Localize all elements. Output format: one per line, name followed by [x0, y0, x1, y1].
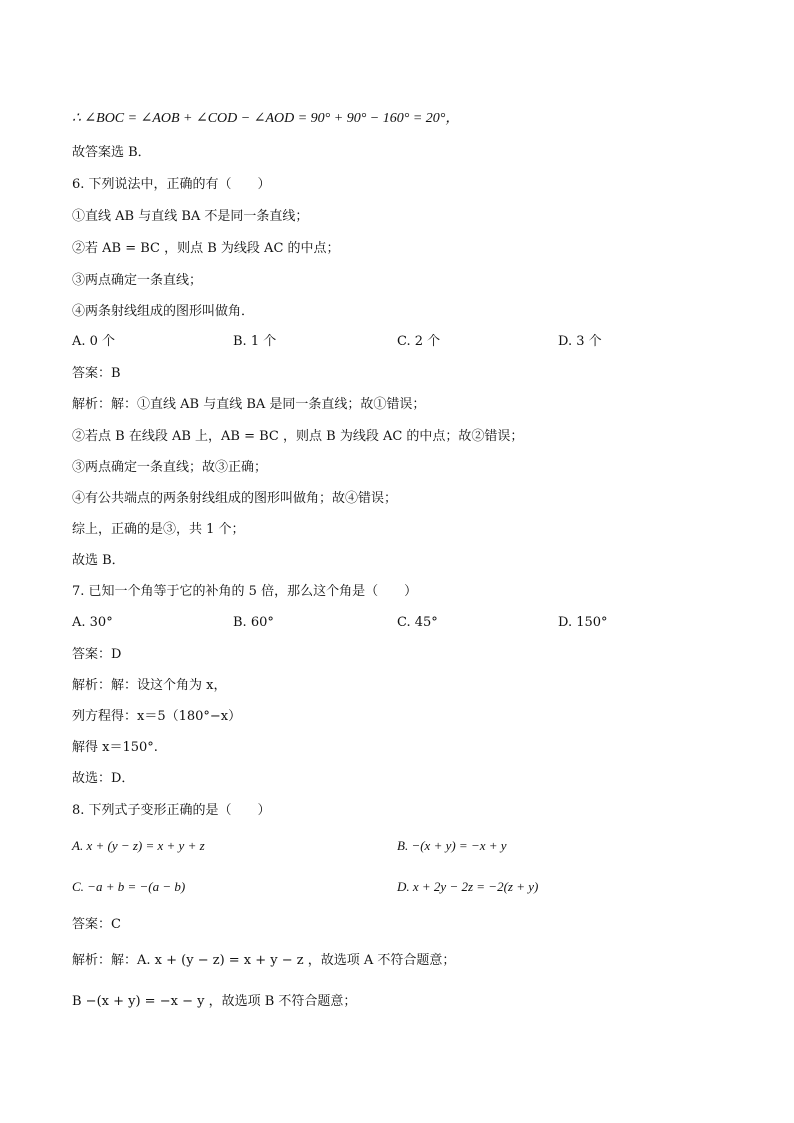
- q6-explain-2: ②若点 B 在线段 AB 上，AB = BC ，则点 B 为线段 AC 的中点；故②错误；: [72, 429, 524, 444]
- q6-option-d: D. 3 个: [558, 334, 602, 349]
- q7-option-c: C. 45°: [397, 615, 438, 630]
- q7-answer: 答案：D: [72, 647, 122, 662]
- q6-statement-2: ②若 AB = BC ，则点 B 为线段 AC 的中点；: [72, 241, 340, 256]
- q8-option-c: C. −a + b = −(a − b): [72, 879, 186, 894]
- q7-explain-1: 解析：解：设这个角为 x，: [72, 678, 227, 693]
- q6-option-c: C. 2 个: [397, 334, 441, 349]
- q6-explain-3: ③两点确定一条直线；故③正确；: [72, 460, 268, 475]
- q6-explain-1: 解析：解：①直线 AB 与直线 BA 是同一条直线；故①错误；: [72, 397, 426, 412]
- q6-explain-6: 故选 B．: [72, 553, 125, 568]
- angle-equation-line: ∴ ∠BOC = ∠AOB + ∠COD − ∠AOD = 90° + 90° − 160° = 20°，: [72, 111, 460, 126]
- question-8: 8. 下列式子变形正确的是（ ）: [72, 803, 271, 818]
- q6-statement-3: ③两点确定一条直线；: [72, 273, 203, 288]
- q7-option-a: A. 30°: [72, 615, 113, 630]
- question-6: 6. 下列说法中，正确的有（ ）: [72, 177, 271, 192]
- q6-statement-4: ④两条射线组成的图形叫做角．: [72, 304, 255, 319]
- q8-explain-1: 解析：解：A. x + (y − z) = x + y − z ，故选项 A 不符合题意；: [72, 953, 456, 968]
- q6-statement-1: ①直线 AB 与直线 BA 不是同一条直线；: [72, 209, 309, 224]
- q8-explain-2: B −(x + y) = −x − y ，故选项 B 不符合题意；: [72, 994, 357, 1009]
- q7-explain-2: 列方程得：x＝5（180°−x）: [72, 709, 242, 724]
- conclusion-line: 故答案选 B．: [72, 145, 151, 160]
- q7-explain-4: 故选：D．: [72, 771, 135, 786]
- q8-option-d: D. x + 2y − 2z = −2(z + y): [397, 879, 539, 894]
- q7-option-b: B. 60°: [233, 615, 274, 630]
- q7-option-d: D. 150°: [558, 615, 608, 630]
- q8-option-b: B. −(x + y) = −x + y: [397, 838, 507, 853]
- q7-explain-3: 解得 x＝150°.: [72, 740, 158, 755]
- q8-answer: 答案：C: [72, 917, 121, 932]
- q6-explain-4: ④有公共端点的两条射线组成的图形叫做角；故④错误；: [72, 491, 398, 506]
- q6-explain-5: 综上，正确的是③，共 1 个；: [72, 522, 245, 537]
- q6-answer: 答案：B: [72, 366, 121, 381]
- question-7: 7. 已知一个角等于它的补角的 5 倍，那么这个角是（ ）: [72, 584, 418, 599]
- q6-option-b: B. 1 个: [233, 334, 277, 349]
- q6-option-a: A. 0 个: [72, 334, 116, 349]
- q8-option-a: A. x + (y − z) = x + y + z: [72, 838, 205, 853]
